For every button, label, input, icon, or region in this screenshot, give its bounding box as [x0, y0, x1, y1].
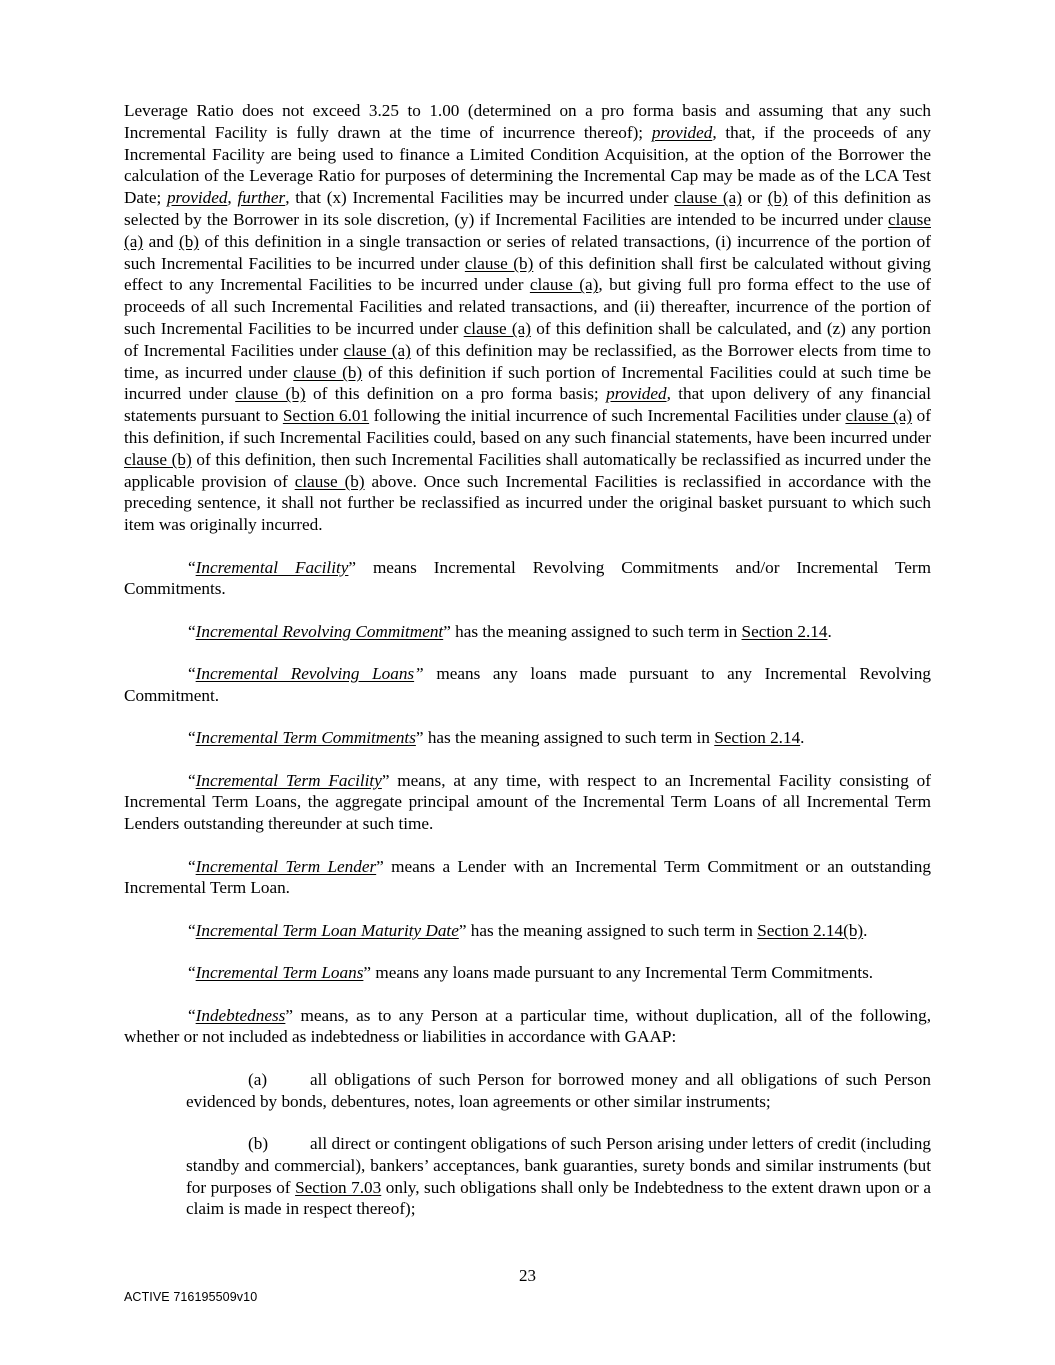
open-quote: “ [188, 621, 196, 641]
clause-reference: clause (a) [674, 188, 742, 208]
clause-reference: clause (a) [463, 318, 531, 338]
definition-text: has the meaning assigned to such term in [423, 728, 715, 748]
open-quote: “ [188, 856, 196, 876]
definition-incremental-term-facility [124, 770, 931, 835]
definition-indebtedness [124, 1005, 931, 1049]
provided-term: provided [166, 188, 228, 208]
close-quote: ” [285, 1005, 294, 1025]
text-run: , that (x) Incremental Facilities may be incurred under [285, 188, 675, 208]
close-quote: ” [381, 770, 390, 790]
text-run: , but giving full pro forma effect to the use of proceeds of all such Incremental Facilities and related transactions, and (ii) thereafter, incurrence of the portion of such Incremental Facilities to be incurred under [124, 275, 931, 338]
definition-incremental-term-commitments [124, 727, 931, 749]
clause-reference: clause (b) [464, 253, 534, 273]
definition-text: means a Lender with an Incremental Term Commitment or an outstanding Incremental Term Loan. [124, 856, 931, 898]
document-id-footer: ACTIVE 716195509v10 [124, 1290, 258, 1304]
section-reference: Section 2.14(b) [757, 920, 864, 940]
definition-incremental-term-lender [124, 856, 931, 900]
close-quote: ” [414, 664, 424, 684]
close-quote: ” [443, 621, 451, 641]
definition-text: means any loans made pursuant to any Incremental Term Commitments. [371, 963, 874, 983]
text-run: above. Once such Incremental Facilities is reclassified in accordance with the preceding sentence, it shall not further be reclassified as incurred under the original basket pursuant to which such item was originally incurred. [124, 471, 931, 535]
provided-term: provided [651, 122, 713, 142]
clause-reference: clause (b) [294, 471, 365, 491]
section-reference: Section 7.03 [295, 1177, 382, 1197]
text-run: and [143, 231, 179, 251]
text-run: of this definition if such portion of Incremental Facilities could at such time be incurred under [124, 362, 931, 404]
defined-term: Indebtedness [195, 1005, 286, 1025]
clause-reference: (b) [767, 188, 788, 208]
provided-term: provided [606, 384, 667, 404]
definition-text: means, as to any Person at a particular time, without duplication, all of the following, whether or not included as indebtedness or liabilities in accordance with GAAP: [124, 1005, 931, 1047]
defined-term: Incremental Revolving Commitment [195, 621, 444, 641]
definition-text: has the meaning assigned to such term in [466, 920, 758, 940]
text-run: of this definition shall first be calculated without giving effect to any Incremental Facilities to be incurred under [124, 253, 931, 295]
clause-reference: clause (b) [235, 384, 306, 404]
text-run: or [741, 188, 768, 208]
open-quote: “ [188, 728, 196, 748]
definition-end: . [827, 621, 832, 641]
clause-reference: clause (a) [343, 340, 411, 360]
indebtedness-item-b [186, 1133, 931, 1220]
clause-reference: (b) [178, 231, 200, 251]
definition-text: means any loans made pursuant to any Incremental Revolving Commitment. [124, 664, 931, 705]
text-run: Leverage Ratio does not exceed 3.25 to 1.00 (determined on a pro forma basis and assuming that any such Incremental Facility is fully drawn at the time of incurrence thereof); [124, 101, 931, 142]
text-run: of this definition shall be calculated, and (z) any portion of Incremental Facilities under [124, 318, 931, 360]
definition-text: has the meaning assigned to such term in [450, 621, 742, 641]
open-quote: “ [188, 664, 196, 684]
indebtedness-item-a [186, 1069, 931, 1113]
text-run: of this definition as selected by the Borrower in its sole discretion, (y) if Incremental Facilities are intended to be incurred under [124, 188, 931, 229]
defined-term: Incremental Term Commitments [195, 728, 416, 748]
item-label: (b) [248, 1134, 269, 1154]
definition-incremental-revolving-loans [124, 663, 931, 707]
text-run: of this definition in a single transaction or series of related transactions, (i) incurrence of the portion of such Incremental Facilities to be incurred under [124, 231, 931, 273]
close-quote: ” [376, 856, 384, 876]
defined-term: Incremental Facility [195, 557, 349, 577]
definition-text: means, at any time, with respect to an Incremental Facility consisting of Incremental Term Loans, the aggregate principal amount of the Incremental Term Loans of all Incremental Term Lenders outstanding thereunder at such time. [124, 770, 931, 834]
open-quote: “ [188, 770, 196, 790]
text-run: following the initial incurrence of such Incremental Facilities under [369, 406, 846, 426]
close-quote: ” [415, 728, 424, 748]
definition-end: . [800, 728, 805, 748]
item-text: all obligations of such Person for borrowed money and all obligations of such Person evidenced by bonds, debentures, notes, loan agreements or other similar instruments; [186, 1069, 931, 1111]
close-quote: ” [458, 920, 467, 940]
clause-reference: clause (b) [293, 362, 363, 382]
text-run: , that, if the proceeds of any Incremental Facility are being used to finance a Limited Condition Acquisition, at the option of the Borrower the calculation of the Leverage Ratio for purposes of determining the Incremental Cap may be made as of the LCA Test Date; [124, 122, 931, 208]
section-reference: Section 2.14 [714, 728, 801, 748]
definition-incremental-facility [124, 557, 931, 601]
definition-incremental-term-loan-maturity-date [124, 920, 931, 942]
text-run: of this definition on a pro forma basis; [305, 384, 607, 404]
page-number: 23 [519, 1266, 536, 1285]
defined-term: Incremental Term Loans [195, 963, 364, 983]
definition-end: . [863, 920, 868, 940]
section-reference: Section 6.01 [282, 406, 370, 426]
text-run: of this definition, then such Incremental Facilities shall automatically be reclassified as incurred under the applicable provision of [124, 449, 931, 491]
defined-term: Incremental Term Lender [195, 856, 377, 876]
text-run: of this definition may be reclassified, as the Borrower elects from time to time, as incurred under [124, 340, 932, 382]
clause-reference: clause (a) [124, 209, 931, 251]
open-quote: “ [188, 963, 196, 983]
definition-incremental-term-loans [124, 962, 931, 984]
item-text: all direct or contingent obligations of such Person arising under letters of credit (including standby and commercial), bankers’ acceptances, bank guaranties, surety bonds and similar instruments (but for purposes of [186, 1134, 931, 1197]
defined-term: Incremental Term Loan Maturity Date [195, 920, 459, 940]
document-body [124, 100, 931, 1241]
item-text: only, such obligations shall only be Indebtedness to the extent drawn upon or a claim is made in respect thereof); [186, 1177, 931, 1219]
clause-reference: clause (b) [124, 449, 192, 469]
open-quote: “ [188, 920, 196, 940]
section-reference: Section 2.14 [741, 621, 828, 641]
open-quote: “ [188, 557, 196, 577]
close-quote: ” [348, 557, 357, 577]
definition-text: means Incremental Revolving Commitments and/or Incremental Term Commitments. [124, 557, 931, 599]
open-quote: “ [188, 1005, 196, 1025]
clause-reference: clause (a) [529, 275, 599, 295]
definition-incremental-revolving-commitment [124, 621, 931, 643]
text-run: of this definition, if such Incremental Facilities could, based on any such financial statements, have been incurred under [124, 406, 931, 447]
close-quote: ” [363, 963, 372, 983]
item-label: (a) [248, 1069, 268, 1089]
clause-reference: clause (a) [845, 406, 913, 426]
incremental-cap-continuation-paragraph [124, 100, 931, 536]
further-term: further [237, 188, 286, 208]
defined-term: Incremental Revolving Loans [195, 664, 415, 684]
text-run: , [227, 188, 238, 208]
text-run: , that upon delivery of any financial statements pursuant to [124, 384, 931, 426]
defined-term: Incremental Term Facility [195, 770, 382, 790]
